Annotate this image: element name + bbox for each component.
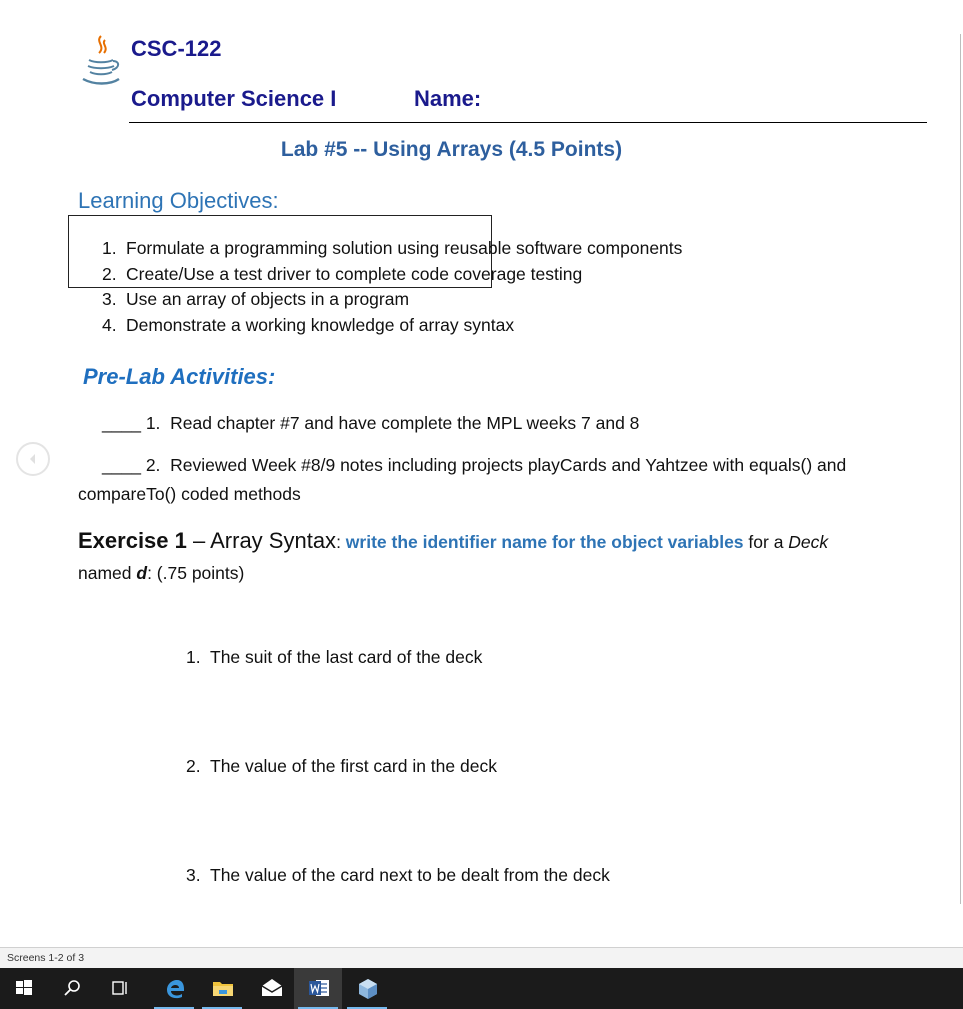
start-button[interactable] [0,968,48,1009]
exercise-1-heading-cont: named d: (.75 points) [78,563,245,583]
exercise-question: 2. The value of the first card in the deck [186,756,497,776]
edge-taskbar-button[interactable] [150,968,198,1009]
blank-line: ____ [102,455,141,475]
learning-objectives-list [102,237,682,339]
blank-line: ____ [102,413,141,433]
word-taskbar-button[interactable] [294,968,342,1009]
taskbar [0,968,963,1009]
list-item: 4. Demonstrate a working knowledge of array syntax [102,314,515,335]
task-view-button[interactable] [96,968,144,1009]
status-bar [0,947,963,968]
activity-number: 2. [145,455,161,475]
prelab-activity [102,455,846,476]
learning-objectives-heading: Learning Objectives: [78,188,279,213]
exercise-question: 1. The suit of the last card of the deck [186,647,483,667]
activity-text: Read chapter #7 and have complete the MPL weeks 7 and 8 [170,413,640,433]
activity-text: Reviewed Week #8/9 notes including projects playCards and Yahtzee with equals() and [170,455,847,475]
mail-taskbar-button[interactable] [246,968,294,1009]
task-view-icon [110,978,130,998]
name-label: Name: [414,86,482,111]
windows-start-icon [14,978,34,998]
mail-icon [260,978,284,998]
name-underline [129,122,927,123]
file-explorer-icon [212,978,234,998]
class-name: Deck [788,532,829,552]
edge-browser-icon [164,978,186,1000]
activity-text-continued: compareTo() coded methods [78,484,301,504]
exercise-points: : (.75 points) [147,563,245,583]
page-edge [960,34,961,904]
exercise-topic: Array Syntax [210,528,337,553]
virtualbox-taskbar-button[interactable] [343,968,391,1009]
search-button[interactable] [48,968,96,1009]
exercise-instruction: write the identifier name for the object variables [345,532,744,552]
list-item: 1. Formulate a programming solution using reusable software components [102,238,683,258]
variable-name: d [136,563,148,583]
exercise-label: Exercise 1 [78,528,187,553]
chevron-left-icon [26,452,40,466]
file-explorer-taskbar-button[interactable] [198,968,246,1009]
search-icon [62,978,82,998]
activity-number: 1. [145,413,161,433]
previous-screen-button[interactable] [16,442,50,476]
virtualbox-icon [357,978,379,1000]
list-item: 2. Create/Use a test driver to complete code coverage testing [102,263,583,284]
java-logo-icon [80,34,122,86]
word-icon [308,978,330,998]
lab-title: Lab #5 -- Using Arrays (4.5 Points) [280,138,623,161]
exercise-question: 3. The value of the card next to be dealt from the deck [186,865,610,885]
prelab-heading: Pre-Lab Activities: [83,364,276,389]
course-code: CSC-122 [131,36,222,61]
prelab-activity [102,413,639,434]
exercise-1-heading: Exercise 1 – Array Syntax: write the identifier name for the object variables for a Deck [78,528,829,553]
list-item: 3. Use an array of objects in a program [102,289,410,309]
screen-count: Screens 1-2 of 3 [7,952,85,964]
course-name: Computer Science I [131,86,337,111]
